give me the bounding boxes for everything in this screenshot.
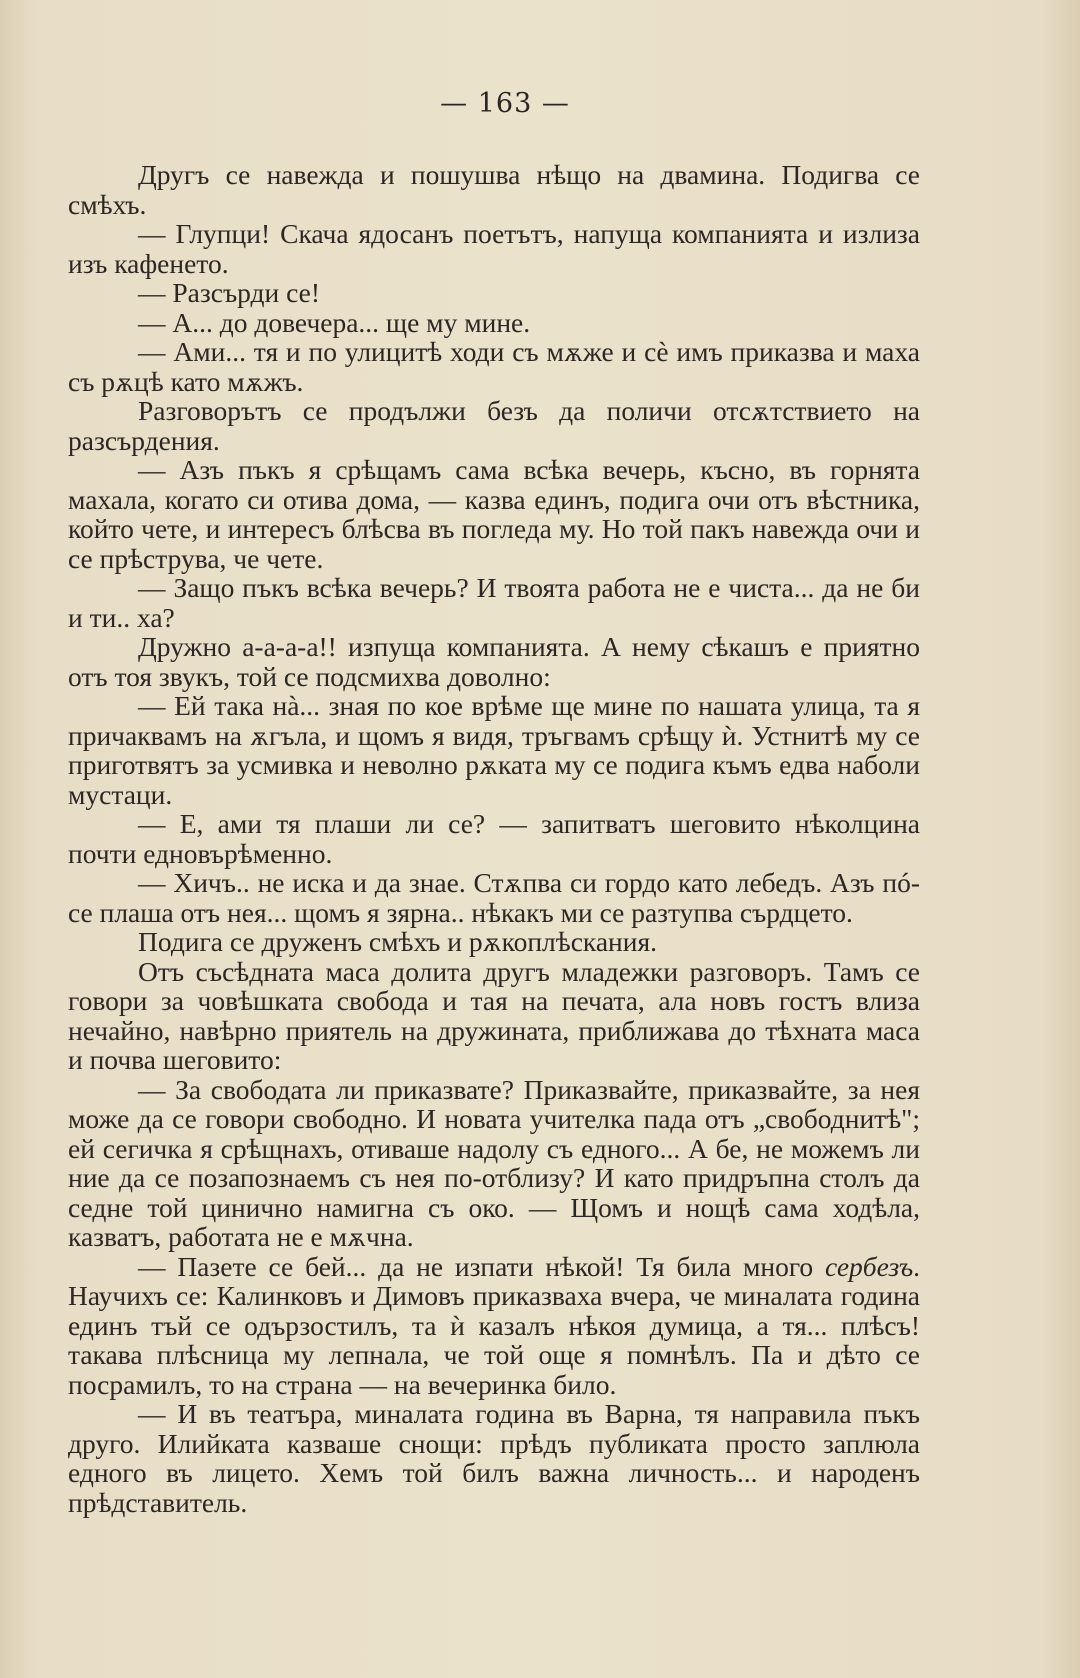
paragraph xyxy=(68,1252,920,1400)
paragraph: — Е, ами тя плаши ли се? — запитватъ шеговито нѣколцина почти едновърѣменно. xyxy=(68,808,920,869)
paragraph: — Азъ пъкъ я срѣщамъ сама всѣка вечерь, късно, въ горнята махала, когато си отива дома, — казва единъ, подига очи отъ вѣстника, който чете, и интересъ блѣсва въ погледа му. Но той пакъ навежда очи и се прѣструва, че чете. xyxy=(68,454,920,574)
paragraph: — Разсърди се! xyxy=(138,277,321,308)
paragraph: Подига се друженъ смѣхъ и рѫкоплѣскания. xyxy=(138,926,658,957)
paragraph: Другъ се навежда и пошушва нѣщо на двамина. Подигва се смѣхъ. xyxy=(68,159,920,220)
paragraph: — И въ театъра, миналата година въ Варна, тя направила пъкъ друго. Илийката казваше снощи: прѣдъ публиката просто заплюла едного въ лицето. Хемъ той билъ важна личность... и народенъ прѣдставитель. xyxy=(68,1398,920,1518)
paragraph: — За свободата ли приказвате? Приказвайте, приказвайте, за нея може да се говори свободно. И новата учителка пада отъ „свободнитѣ"; ей сегичка я срѣщнахъ, отиваше надолу съ едного... А бе, не можемъ ли ние да се позапознаемъ съ нея по-отблизу? И като придръпна столъ да седне той цинично намигна съ око. — Щомъ и нощѣ сама ходѣла, казватъ, работата не е мѫчна. xyxy=(68,1073,920,1252)
paragraph: Отъ съсѣдната маса долита другъ младежки разговоръ. Тамъ се говори за човѣшката свобода и тая на печата, ала новъ гостъ влиза нечайно, навѣрно приятель на дружината, приближава до тѣхната маса и почва шеговито: xyxy=(68,955,920,1075)
paragraph: — Защо пъкъ всѣка вечерь? И твоята работа не е чиста... да не би и ти.. ха? xyxy=(68,572,920,633)
page-number: — 163 — xyxy=(440,88,570,119)
paragraph: — Хичъ.. не иска и да знае. Стѫпва си гордо като лебедъ. Азъ пó-се плаша отъ нея... щомъ я зярна.. нѣкакъ ми се разтупва сърдцето. xyxy=(68,867,920,928)
paragraph: — Ей така нà... зная по кое врѣме ще мине по нашата улица, та я причаквамъ на ѫгъла, и щомъ я видя, тръгвамъ срѣщу ѝ. Устнитѣ му се приготвятъ за усмивка и неволно рѫката му се подига къмъ едва наболи мустаци. xyxy=(68,690,920,810)
page-text xyxy=(68,160,920,1517)
paragraph: Дружно а-а-а-а!! изпуща компанията. А нему сѣкашъ е приятно отъ тоя звукъ, той се подсмихва доволно: xyxy=(68,631,920,692)
paragraph: — А... до довечера... ще му мине. xyxy=(138,306,531,338)
paragraph-text: — Пазете се бей... да не изпати нѣкой! Тя била много xyxy=(138,1250,814,1282)
italic-word: сербезъ xyxy=(825,1250,914,1282)
paragraph-text: . Научихъ се: Калинковъ и Димовъ приказваха вчера, че миналата година единъ тъй се одързостилъ, та ѝ казалъ нѣкоя думица, а тя... плѣсъ! такава плѣсница му лепнала, че той още я помнѣлъ. Па и дѣто се посрамилъ, то на страна — на вечеринка било. xyxy=(68,1250,920,1400)
paragraph: — Ами... тя и по улицитѣ ходи съ мѫже и сѐ имъ приказва и маха съ рѫцѣ като мѫжъ. xyxy=(68,336,920,397)
paragraph: — Глупци! Скача ядосанъ поетътъ, напуща компанията и излиза изъ кафенето. xyxy=(68,218,920,279)
paragraph: Разговорътъ се продължи безъ да поличи отсѫтствието на разсърдения. xyxy=(68,395,920,456)
